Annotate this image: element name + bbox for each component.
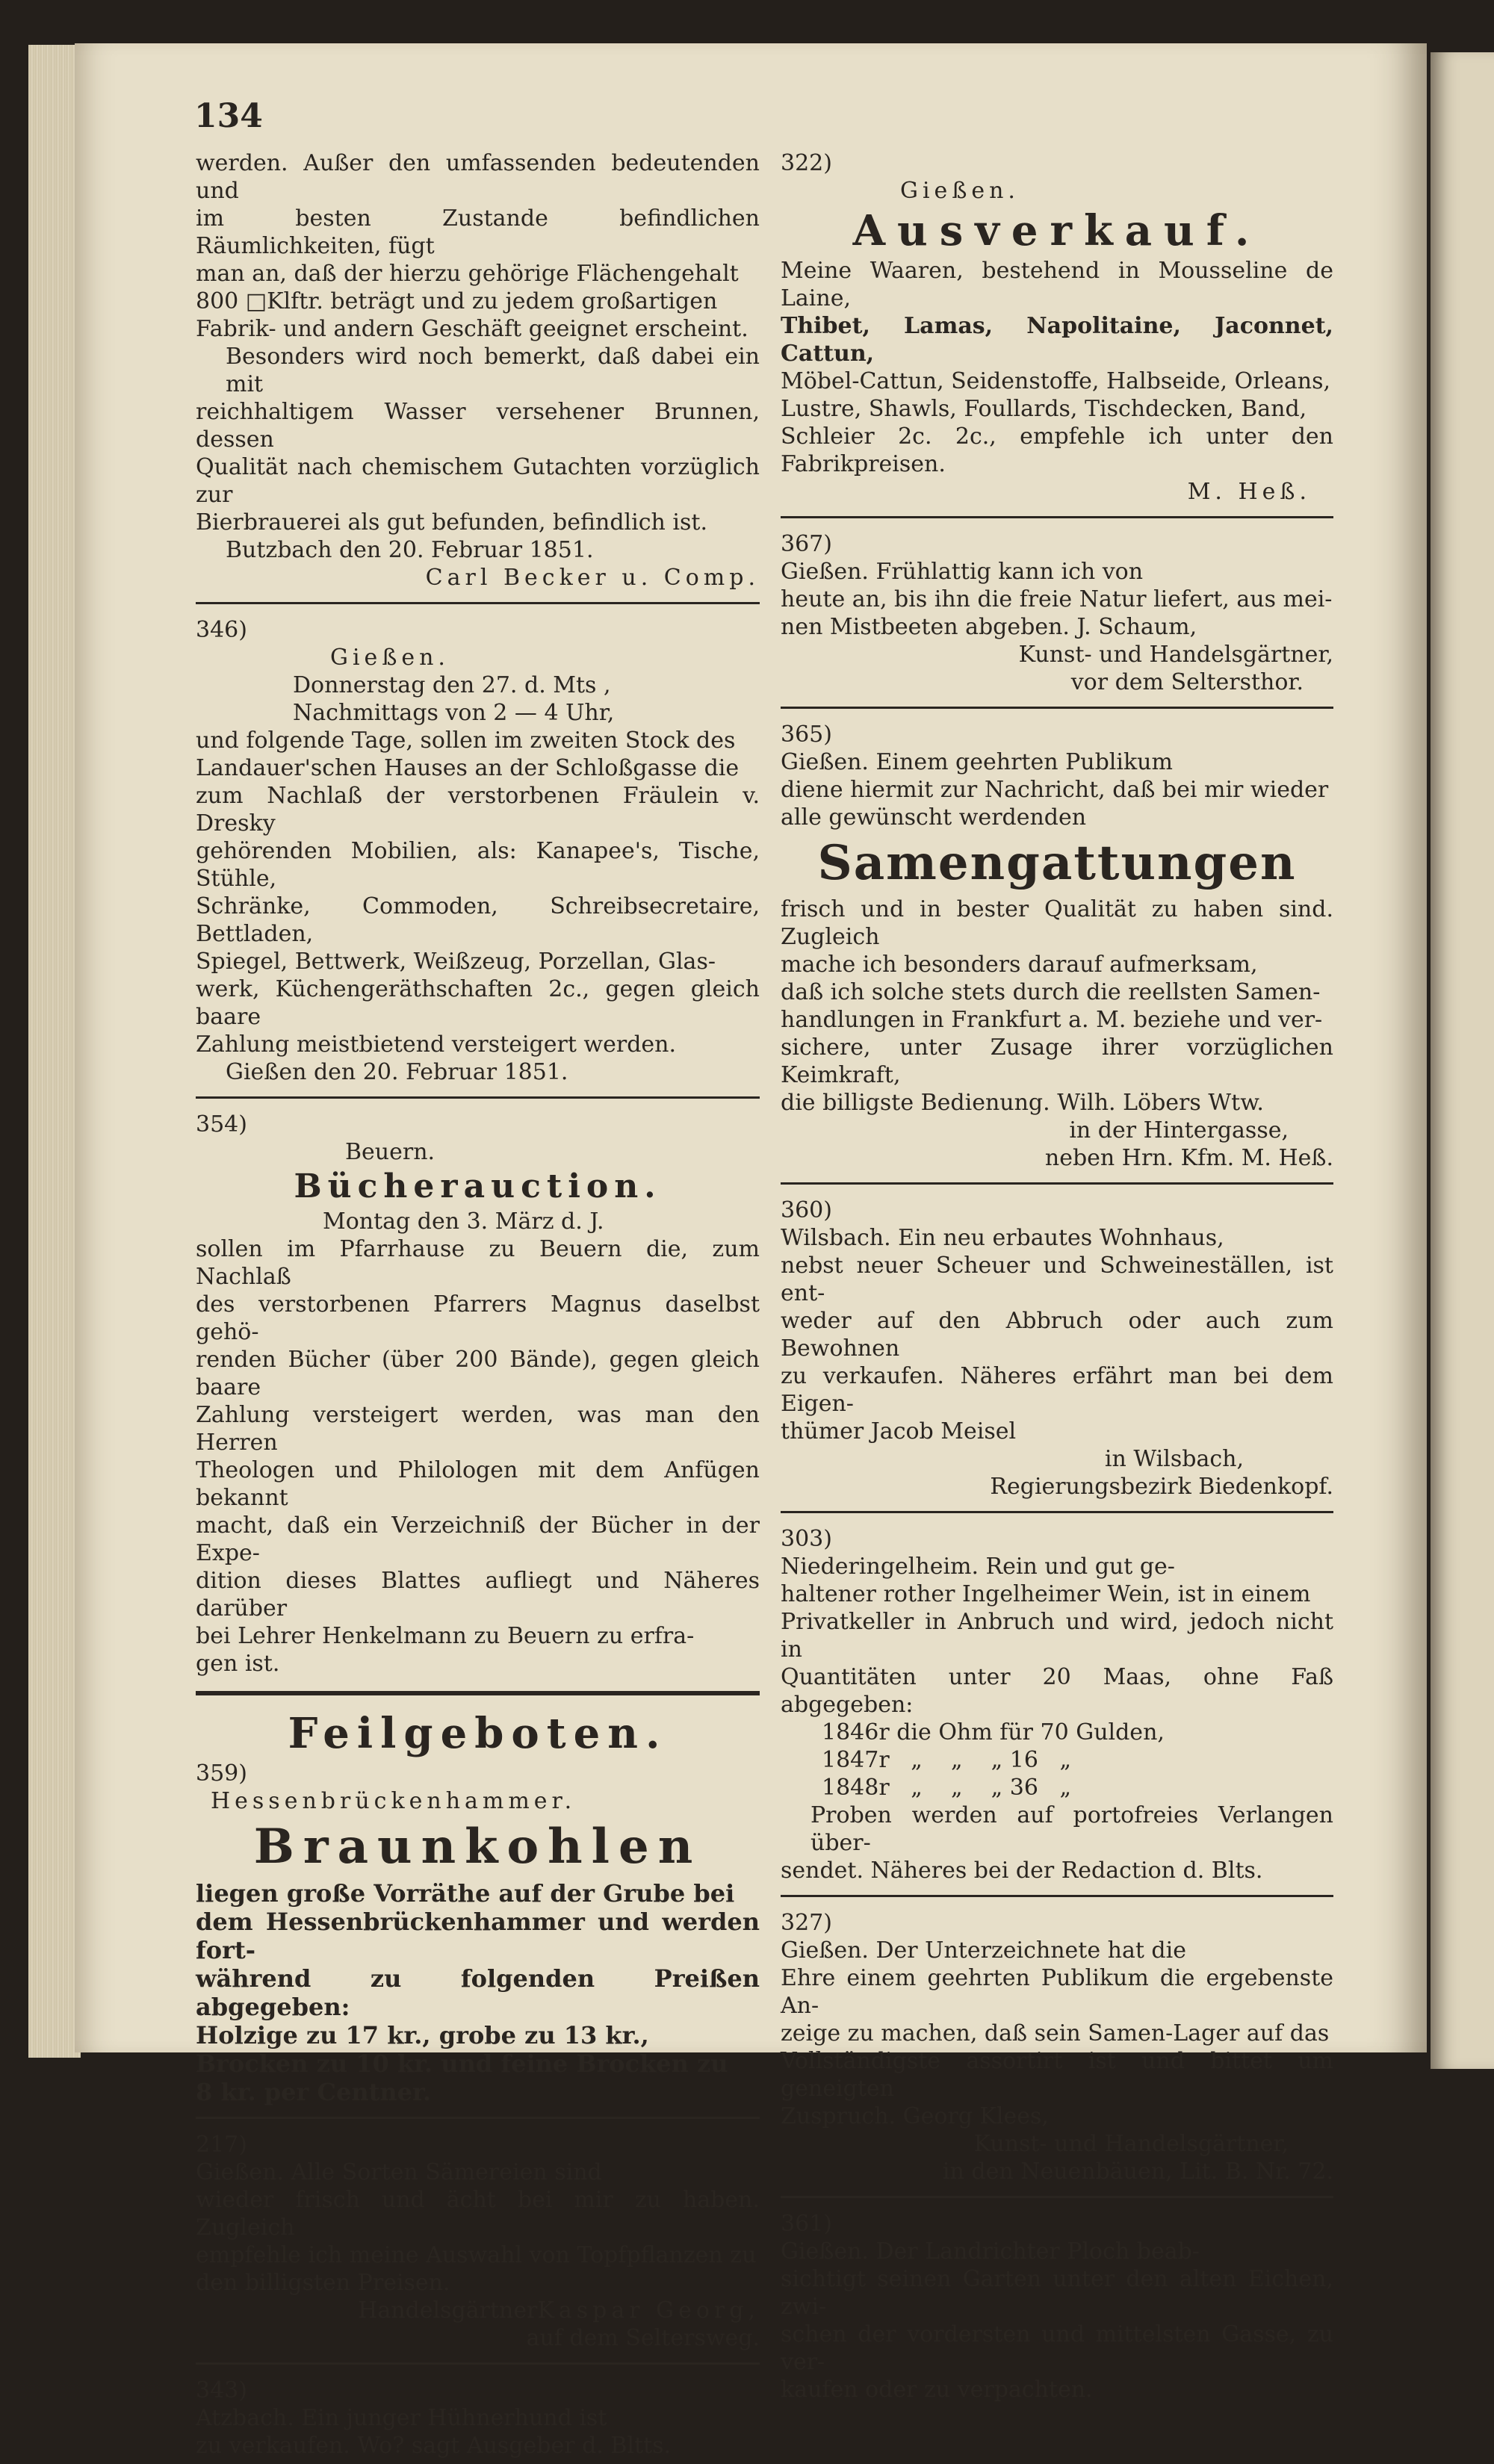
- notice-217: [196, 2131, 760, 2352]
- notice-number: 354): [196, 1111, 247, 1138]
- intro-text: [196, 149, 760, 592]
- text-line: und folgende Tage, sollen im zweiten Stock des: [196, 727, 736, 754]
- text-line: Gießen. Einem geehrten Publikum: [781, 749, 1173, 775]
- price-row: 1847r „ „ „ 16 „: [822, 1747, 1072, 1773]
- text-line: sollen im Pfarrhause zu Beuern die, zum Nachlaß: [196, 1236, 760, 1290]
- text-line: [781, 1525, 1333, 1580]
- text-line: Proben werden auf portofreies Verlangen über-: [810, 1802, 1333, 1856]
- text-line: sendet. Näheres bei der Redaction d. Blts.: [781, 1858, 1263, 1884]
- text-line: macht, daß ein Verzeichniß der Bücher in der Expe-: [196, 1512, 760, 1566]
- divider: [781, 707, 1333, 709]
- text-line: gen ist.: [196, 1651, 280, 1677]
- signature-address: auf dem Seltersweg.: [526, 2325, 760, 2351]
- text-line: haltener rother Ingelheimer Wein, ist in einem: [781, 1581, 1311, 1607]
- text-line: sichere, unter Zusage ihrer vorzüglichen Keimkraft,: [781, 1034, 1333, 1088]
- text-line: renden Bücher (über 200 Bände), gegen gleich baare: [196, 1347, 760, 1400]
- text-line: Theologen und Philologen mit dem Anfügen bekannt: [196, 1457, 760, 1511]
- text-line: frisch und in bester Qualität zu haben sind. Zugleich: [781, 896, 1333, 950]
- notice-body: [196, 616, 760, 1086]
- notice-body: [781, 530, 1333, 696]
- signature-address: neben Hrn. Kfm. M. Heß.: [1044, 1145, 1333, 1171]
- text-line: weder auf den Abbruch oder auch zum Bewohnen: [781, 1308, 1333, 1362]
- notice-body: [781, 257, 1333, 506]
- text-line: werden. Außer den umfassenden bedeutenden und: [196, 150, 760, 204]
- signature: M. Heß.: [1187, 479, 1311, 505]
- signature-title: Kunst- und Handelsgärtner,: [1018, 642, 1333, 668]
- signature-address: in der Hintergasse,: [1069, 1117, 1289, 1143]
- notice-header: [196, 616, 760, 671]
- notice-header: [196, 1111, 760, 1166]
- text-line: zum Nachlaß der verstorbenen Fräulein v. Dresky: [196, 783, 760, 837]
- price-row: 1846r die Ohm für 70 Gulden,: [822, 1719, 1165, 1745]
- text-line: Gießen. Der Landrichter Ploch beab-: [781, 2238, 1200, 2265]
- signature: Carl Becker u. Comp.: [425, 565, 760, 591]
- text-line: Besonders wird noch bemerkt, daß dabei ein mit: [226, 344, 760, 397]
- notice-number: 346): [196, 617, 247, 643]
- text-line: Brocken zu 10 kr. und feine Brocken zu: [196, 2049, 728, 2078]
- notice-322: [781, 149, 1333, 506]
- text-line: sichtigt seinen Garten unter den alten Eichen, zwi-: [781, 2266, 1333, 2320]
- notice-header: [196, 1760, 760, 1815]
- text-line: [781, 1909, 1333, 1964]
- text-line: die billigste Bedienung. Wilh. Löbers Wtw.: [781, 1090, 1264, 1116]
- notice-body: [196, 1208, 760, 1678]
- notice-header: [781, 149, 1333, 205]
- divider: [781, 2196, 1333, 2198]
- text-line: daß ich solche stets durch die reellsten Samen-: [781, 979, 1321, 1005]
- text-line: Gießen. Alle Sorten Sämereien sind: [196, 2159, 602, 2185]
- notice-body: [781, 1197, 1333, 1501]
- notice-367: [781, 530, 1333, 696]
- text-line: 8 kr. per Centner.: [196, 2078, 432, 2106]
- text-line: den billigsten Preisen.: [196, 2270, 450, 2296]
- notice-body: [781, 2210, 1333, 2404]
- text-line: schen der vordersten und mittelsten Gasse, zu ver-: [781, 2321, 1333, 2375]
- text-line: Holzige zu 17 kr., grobe zu 13 kr.,: [196, 2021, 649, 2049]
- text-line: Landauer'schen Hauses an der Schloßgasse die: [196, 755, 740, 781]
- notice-body: [781, 721, 1333, 831]
- section-heading: Feilgeboten.: [288, 1709, 668, 1758]
- text-line: dem Hessenbrückenhammer und werden fort-: [196, 1908, 760, 1964]
- notice-body: [196, 2131, 760, 2352]
- text-line: Möbel-Cattun, Seidenstoffe, Halbseide, Orleans,: [781, 368, 1331, 394]
- signature-address: vor dem Seltersthor.: [1070, 669, 1304, 695]
- text-line: Bierbrauerei als gut befunden, befindlich ist.: [196, 509, 707, 536]
- text-line: Atzbach. Ein junger Hühnerhund ist: [196, 2405, 607, 2431]
- notice-number: 360): [781, 1197, 832, 1223]
- text-line: Vollständigste assortirt ist und bittet um geneigten: [781, 2048, 1333, 2102]
- divider: [781, 1182, 1333, 1185]
- text-line: [781, 1197, 1333, 1252]
- text-line: mache ich besonders darauf aufmerksam,: [781, 952, 1258, 978]
- notice-number: 217): [196, 2132, 247, 2158]
- text-line: Schränke, Commoden, Schreibsecretaire, Bettladen,: [196, 893, 760, 947]
- text-line: im besten Zustande befindlichen Räumlichkeiten, fügt: [196, 205, 760, 259]
- text-line: Schleier 2c. 2c., empfehle ich unter den Fabrikpreisen.: [781, 423, 1333, 477]
- text-line: Montag den 3. März d. J.: [323, 1208, 604, 1235]
- text-line: Qualität nach chemischem Gutachten vorzüglich zur: [196, 454, 760, 508]
- notice-365: [781, 721, 1333, 1172]
- notice-place: Hessenbrückenhammer.: [211, 1788, 577, 1814]
- left-column: [196, 149, 760, 2464]
- text-line: thümer Jacob Meisel: [781, 1418, 1017, 1444]
- text-line: Gießen. Frühlattig kann ich von: [781, 559, 1144, 585]
- price-row: 1848r „ „ „ 36 „: [822, 1775, 1072, 1801]
- text-line: diene hiermit zur Nachricht, daß bei mir wieder: [781, 777, 1329, 803]
- text-line: Privatkeller in Anbruch und wird, jedoch nicht in: [781, 1609, 1333, 1663]
- notice-place: Gießen.: [900, 178, 1020, 204]
- text-line: Zahlung versteigert werden, was man den Herren: [196, 1402, 760, 1456]
- signature-address: in Wilsbach,: [1104, 1446, 1244, 1472]
- notice-body: [196, 1111, 760, 1166]
- divider: [781, 1511, 1333, 1513]
- notice-place: Beuern.: [345, 1139, 436, 1165]
- text-line: des verstorbenen Pfarrers Magnus daselbst gehö-: [196, 1291, 760, 1345]
- notice-number: 365): [781, 721, 832, 748]
- text-line: alle gewünscht werdenden: [781, 804, 1087, 831]
- facing-page-edge: [1431, 52, 1494, 2069]
- notice-number: 327): [781, 1910, 832, 1936]
- text-line: gehörenden Mobilien, als: Kanapee's, Tische, Stühle,: [196, 838, 760, 892]
- text-line: Spiegel, Bettwerk, Weißzeug, Porzellan, Glas-: [196, 949, 716, 975]
- notice-number: 361): [781, 2211, 832, 2237]
- text-line: empfehle ich meine Auswahl von Topfpflanzen zu: [196, 2242, 757, 2268]
- text-line: man an, daß der hierzu gehörige Flächengehalt: [196, 261, 739, 287]
- text-line: zu verkaufen. Näheres erfährt man bei dem Eigen-: [781, 1363, 1333, 1417]
- signature: Kaspar Georg,: [537, 2297, 760, 2324]
- section-divider: [196, 1691, 760, 1695]
- notice-number: 343): [196, 2377, 247, 2404]
- text-line: Niederingelheim. Rein und gut ge-: [781, 1554, 1175, 1580]
- signature-address: Regierungsbezirk Biedenkopf.: [990, 1474, 1333, 1500]
- text-line: während zu folgenden Preißen abgegeben:: [196, 1964, 760, 2021]
- text-line: [196, 2131, 760, 2186]
- book-page-edges: [28, 45, 81, 2058]
- place-date: Butzbach den 20. Februar 1851.: [226, 537, 594, 563]
- signature-title: Kunst- und Handelsgärtner,: [973, 2131, 1289, 2157]
- notice-303: [781, 1525, 1333, 1884]
- notice-number: 359): [196, 1760, 247, 1787]
- text-line: reichhaltigem Wasser versehener Brunnen, dessen: [196, 399, 760, 453]
- text-line: [781, 530, 1333, 586]
- notice-354: [196, 1111, 760, 1678]
- text-line: heute an, bis ihn die freie Natur liefert, aus mei-: [781, 586, 1333, 612]
- notice-heading: Ausverkauf.: [852, 206, 1262, 255]
- notice-body: [196, 1879, 760, 2106]
- notice-361: [781, 2210, 1333, 2404]
- divider: [196, 2362, 760, 2365]
- text-line: bei Lehrer Henkelmann zu Beuern zu erfra-: [196, 1623, 695, 1649]
- notice-body: [781, 1909, 1333, 2185]
- text-line: Gießen. Der Unterzeichnete hat die: [781, 1937, 1186, 1964]
- text-line: Quantitäten unter 20 Maas, ohne Faß abgegeben:: [781, 1664, 1333, 1718]
- divider: [196, 602, 760, 604]
- notice-number: 367): [781, 531, 832, 557]
- page-number: 134: [194, 97, 263, 135]
- text-line: kaufen oder zu verpachten.: [781, 2377, 1093, 2403]
- intro-notice: [196, 149, 760, 592]
- divider: [781, 516, 1333, 518]
- divider: [196, 2117, 760, 2119]
- notice-346: [196, 616, 760, 1086]
- text-line: Meine Waaren, bestehend in Mousseline de Laine,: [781, 258, 1333, 311]
- text-line: liegen große Vorräthe auf der Grube bei: [196, 1879, 735, 1908]
- notice-number: 303): [781, 1526, 832, 1552]
- text-line: Zahlung meistbietend versteigert werden.: [196, 1031, 677, 1058]
- text-line: [781, 2210, 1333, 2265]
- text-line: Nachmittags von 2 — 4 Uhr,: [293, 700, 615, 726]
- text-line: nebst neuer Scheuer und Schweineställen, ist ent-: [781, 1253, 1333, 1306]
- notice-body: [196, 2377, 760, 2460]
- text-line: zu verkaufen. Wo? sagt Ausgeber d. Bltts.: [196, 2433, 672, 2459]
- text-line: werk, Küchengeräthschaften 2c., gegen gleich baare: [196, 976, 760, 1030]
- notice-place: Gießen.: [330, 645, 450, 671]
- text-line: Lustre, Shawls, Foullards, Tischdecken, Band,: [781, 396, 1307, 422]
- place-date: Gießen den 20. Februar 1851.: [226, 1059, 568, 1085]
- notice-body: [781, 896, 1333, 1172]
- text-line: zeige zu machen, daß sein Samen-Lager auf das: [781, 2020, 1330, 2046]
- divider: [196, 1096, 760, 1099]
- text-line: [781, 721, 1333, 776]
- text-line: handlungen in Frankfurt a. M. beziehe und ver-: [781, 1007, 1323, 1033]
- signature-address: in den Neuenbäuen, Lit. B. Nr. 72.: [942, 2159, 1333, 2185]
- text-line: Donnerstag den 27. d. Mts ,: [293, 672, 611, 698]
- notice-body: [781, 149, 1333, 205]
- notice-number: 322): [781, 150, 832, 176]
- notice-360: [781, 1197, 1333, 1501]
- text-line: nen Mistbeeten abgeben. J. Schaum,: [781, 614, 1197, 640]
- notice-heading: Braunkohlen: [253, 1819, 702, 1875]
- text-line: [196, 2377, 760, 2432]
- text-line: Fabrik- und andern Geschäft geeignet erscheint.: [196, 316, 748, 342]
- notice-body: [196, 1760, 760, 1815]
- text-line: wieder frisch und ächt bei mir zu haben. Zugleich: [196, 2187, 760, 2241]
- text-line: Zuspruch. Georg Klees,: [781, 2103, 1049, 2129]
- notice-343: [196, 2377, 760, 2460]
- notice-body: [781, 1525, 1333, 1884]
- notice-heading: Samengattungen: [817, 835, 1297, 891]
- notice-327: [781, 1909, 1333, 2185]
- text-line: dition dieses Blattes aufliegt und Näheres darüber: [196, 1568, 760, 1622]
- signature-title: Handelsgärtner: [358, 2297, 538, 2324]
- text-line: Wilsbach. Ein neu erbautes Wohnhaus,: [781, 1225, 1224, 1251]
- divider: [781, 1895, 1333, 1897]
- text-line: Thibet, Lamas, Napolitaine, Jaconnet, Cattun,: [781, 313, 1333, 367]
- text-line: Ehre einem geehrten Publikum die ergebenste An-: [781, 1965, 1333, 2019]
- notice-heading: Bücherauction.: [294, 1167, 662, 1205]
- notice-359: [196, 1760, 760, 2106]
- text-line: 800 □Klftr. beträgt und zu jedem großartigen: [196, 288, 718, 314]
- right-column: [781, 149, 1333, 2408]
